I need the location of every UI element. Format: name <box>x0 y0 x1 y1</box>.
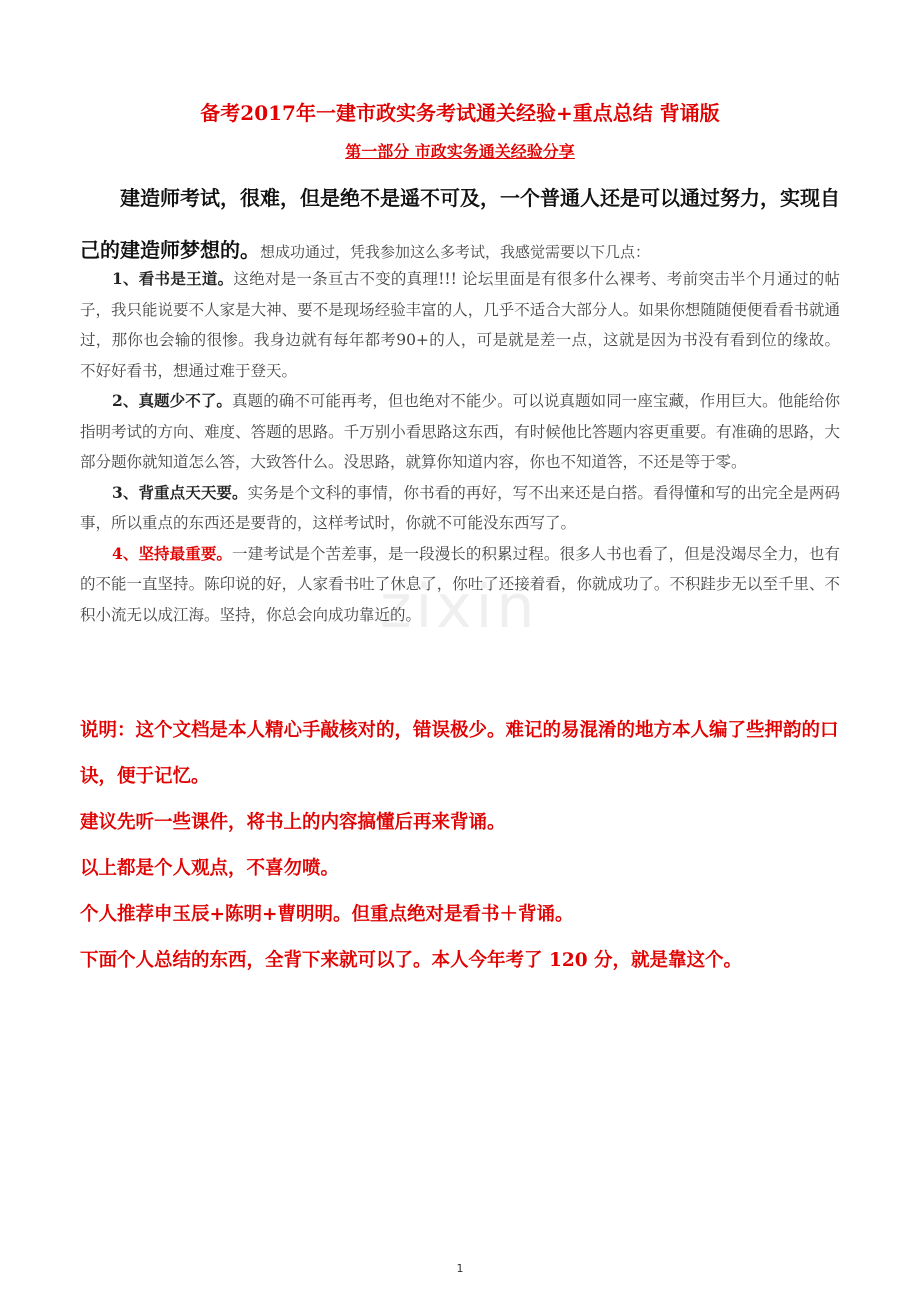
advice-point-2 <box>80 386 840 478</box>
section-subtitle-text: 第一部分 市政实务通关经验分享 <box>345 142 575 161</box>
intro-bold-text: 建造师考试，很难，但是绝不是遥不可及，一个普通人还是可以通过努力，实现自己的建造师梦想的。 <box>80 186 840 262</box>
note-line: 说明：这个文档是本人精心手敲核对的，错误极少。难记的易混淆的地方本人编了些押韵的口诀，便于记忆。 <box>80 720 839 787</box>
advice-point-body: 实务是个文科的事情，你书看的再好，写不出来还是白搭。看得懂和写的出完全是两码事，所以重点的东西还是要背的，这样考试时，你就不可能没东西写了。 <box>80 483 840 532</box>
advice-point-body: 真题的确不可能再考，但也绝对不能少。可以说真题如同一座宝藏，作用巨大。他能给你指明考试的方向、难度、答题的思路。千万别小看思路这东西，有时候他比答题内容更重要。有准确的思路，大部分题你就知道怎么答，大致答什么。没思路，就算你知道内容，你也不知道答，不还是等于零。 <box>80 392 840 471</box>
note-line: 下面个人总结的东西，全背下来就可以了。本人今年考了 120 分，就是靠这个。 <box>80 950 743 971</box>
document-title: 备考2017年一建市政实务考试通关经验+重点总结 背诵版 <box>200 101 720 125</box>
intro-paragraph <box>80 172 840 278</box>
note-line: 建议先听一些课件，将书上的内容搞懂后再来背诵。 <box>80 812 506 833</box>
advice-point-3 <box>80 478 840 539</box>
advice-point-heading: 4、坚持最重要。 <box>112 543 233 563</box>
intro-plain-text: 想成功通过，凭我参加这么多考试，我感觉需要以下几点： <box>260 243 651 261</box>
advice-points <box>80 264 840 630</box>
advice-point-4 <box>80 539 840 631</box>
advice-point-heading: 3、背重点天天要。 <box>112 482 248 502</box>
note-line: 个人推荐申玉辰+陈明+曹明明。但重点绝对是看书＋背诵。 <box>80 904 574 925</box>
advice-point-body: 一建考试是个苦差事，是一段漫长的积累过程。很多人书也看了，但是没竭尽全力，也有的不能一直坚持。陈印说的好，人家看书吐了休息了，你吐了还接着看，你就成功了。不积跬步无以至千里、不积小流无以成江海。坚持，你总会向成功靠近的。 <box>80 544 840 624</box>
section-subtitle <box>0 140 920 164</box>
advice-point-heading: 2、真题少不了。 <box>112 391 233 410</box>
advice-point-1 <box>80 264 840 386</box>
note-line: 以上都是个人观点，不喜勿喷。 <box>80 858 340 879</box>
notes-section <box>80 708 840 984</box>
page-number: 1 <box>456 1262 464 1275</box>
watermark-text: zixin <box>380 572 539 642</box>
advice-point-body: 这绝对是一条亘古不变的真理!!! 论坛里面是有很多什么裸考、考前突击半个月通过的帖子，我只能说要不人家是大神、要不是现场经验丰富的人，几乎不适合大部分人。如果你想随随便便看看书就通过，那你也会输的很惨。我身边就有每年都考90+的人，可是就是差一点，这就是因为书没有看到位的缘故。不好好看书，想通过难于登天。 <box>80 270 840 380</box>
advice-point-heading: 1、看书是王道。 <box>112 269 234 288</box>
